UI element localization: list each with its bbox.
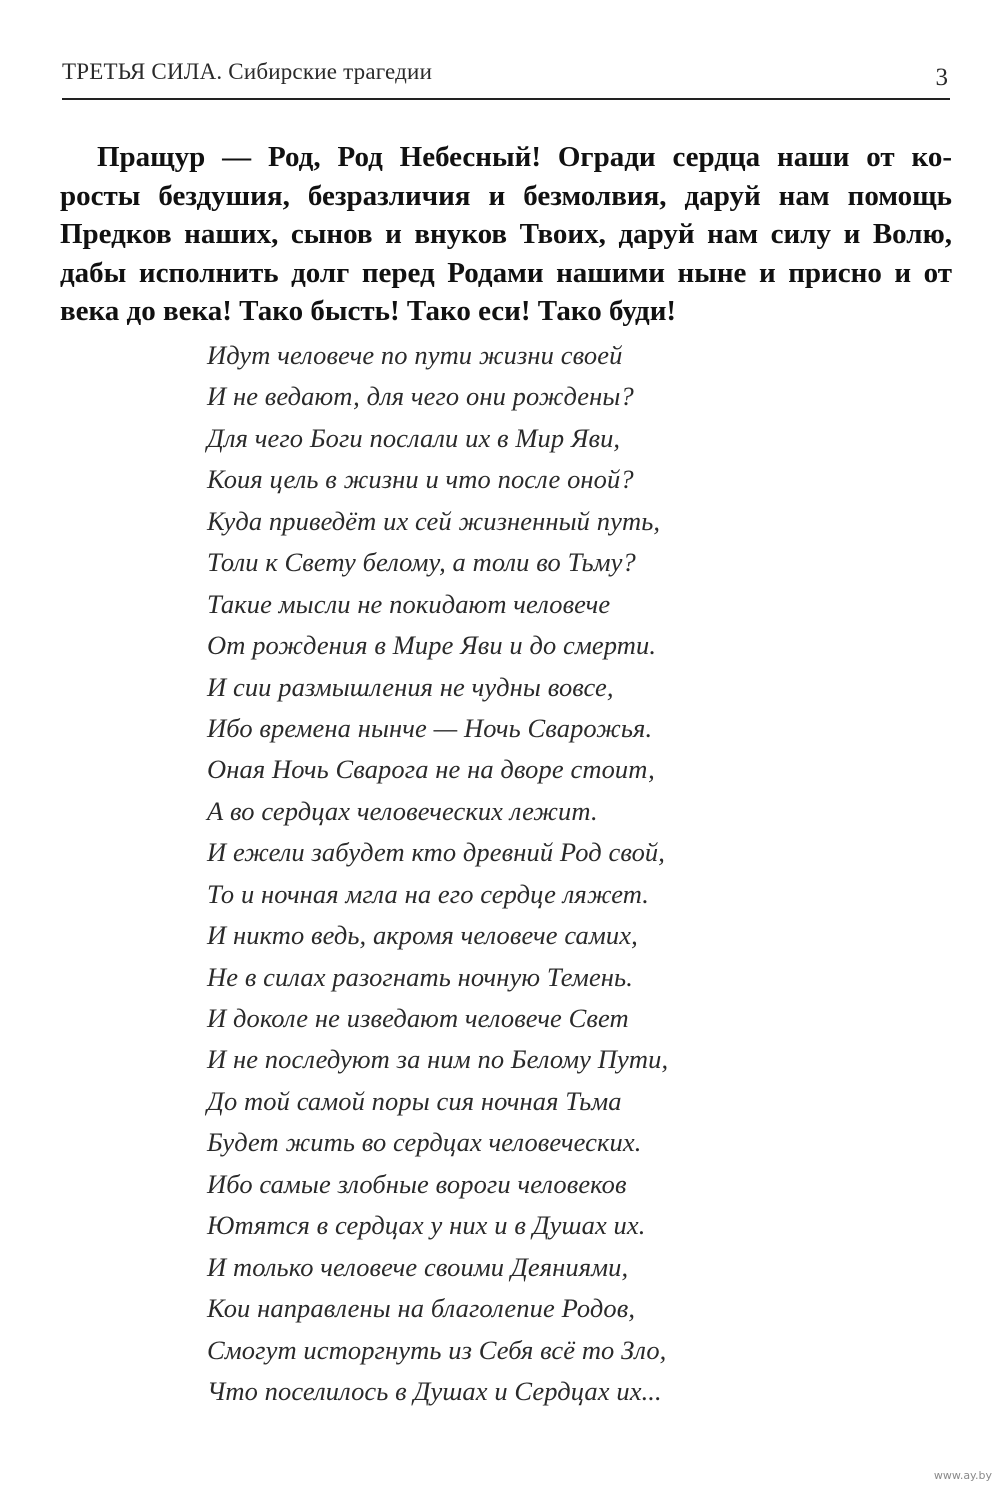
invocation-line: Пращур — Род, Род Небесный! Огради сердца наши от ко- [97, 141, 952, 173]
poem-line: Кои направлены на благолепие Родов, [207, 1293, 636, 1324]
poem-line: Будет жить во сердцах человеческих. [207, 1127, 642, 1158]
invocation-paragraph [60, 138, 952, 331]
poem-line: То и ночная мгла на его сердце ляжет. [207, 878, 650, 909]
invocation-line: росты бездушия, безразличия и безмолвия, даруй нам помощь [60, 179, 952, 212]
poem-line: И не последуют за ним по Белому Пути, [207, 1044, 669, 1075]
poem-line: Ибо времена нынче — Ночь Сварожья. [207, 712, 653, 743]
invocation-line: века до века! Тако бысть! Тако еси! Тако буди! [60, 295, 677, 327]
poem-line: Оная Ночь Сварога не на дворе стоит, [207, 754, 655, 785]
running-header [62, 58, 950, 100]
poem-line: Куда приведёт их сей жизненный путь, [207, 505, 661, 536]
poem-line: Ибо самые злобные вороги человеков [207, 1168, 627, 1199]
poem-line: А во сердцах человеческих лежит. [207, 795, 598, 826]
poem-line: Не в силах разогнать ночную Темень. [207, 961, 633, 992]
poem-line: Толи к Свету белому, а толи во Тьму? [207, 547, 636, 578]
watermark: www.ay.by [933, 1469, 992, 1482]
poem-line: Такие мысли не покидают человече [207, 588, 611, 619]
poem-line: И только человече своими Деяниями, [207, 1251, 629, 1282]
poem-line: Что поселилось в Душах и Сердцах их... [207, 1375, 662, 1406]
page-number: 3 [935, 64, 948, 91]
poem-line: От рождения в Мире Яви и до смерти. [207, 630, 657, 661]
poem-line: Коия цель в жизни и что после оной? [207, 464, 634, 495]
poem-line: И доколе не изведают человече Свет [207, 1003, 629, 1033]
poem-line: До той самой поры сия ночная Тьма [207, 1085, 622, 1116]
poem-line: Для чего Боги послали их в Мир Яви, [207, 422, 621, 453]
poem-line: И ежели забудет кто древний Род свой, [207, 837, 666, 868]
invocation-line: Предков наших, сынов и внуков Твоих, даруй нам силу и Волю, [60, 218, 952, 250]
poem [207, 335, 907, 1412]
book-title: ТРЕТЬЯ СИЛА. Сибирские трагедии [62, 59, 433, 84]
poem-line: И сии размышления не чудны вовсе, [207, 671, 614, 702]
poem-line: И никто ведь, акромя человече самих, [207, 920, 638, 951]
poem-line: Смогут исторгнуть из Себя всё то Зло, [207, 1334, 667, 1365]
poem-line: Ютятся в сердцах у них и в Душах их. [207, 1210, 646, 1241]
poem-line: Идут человече по пути жизни своей [207, 340, 623, 370]
invocation-line: дабы исполнить долг перед Родами нашими ныне и присно и от [60, 256, 952, 289]
poem-line: И не ведают, для чего они рождены? [207, 381, 634, 412]
